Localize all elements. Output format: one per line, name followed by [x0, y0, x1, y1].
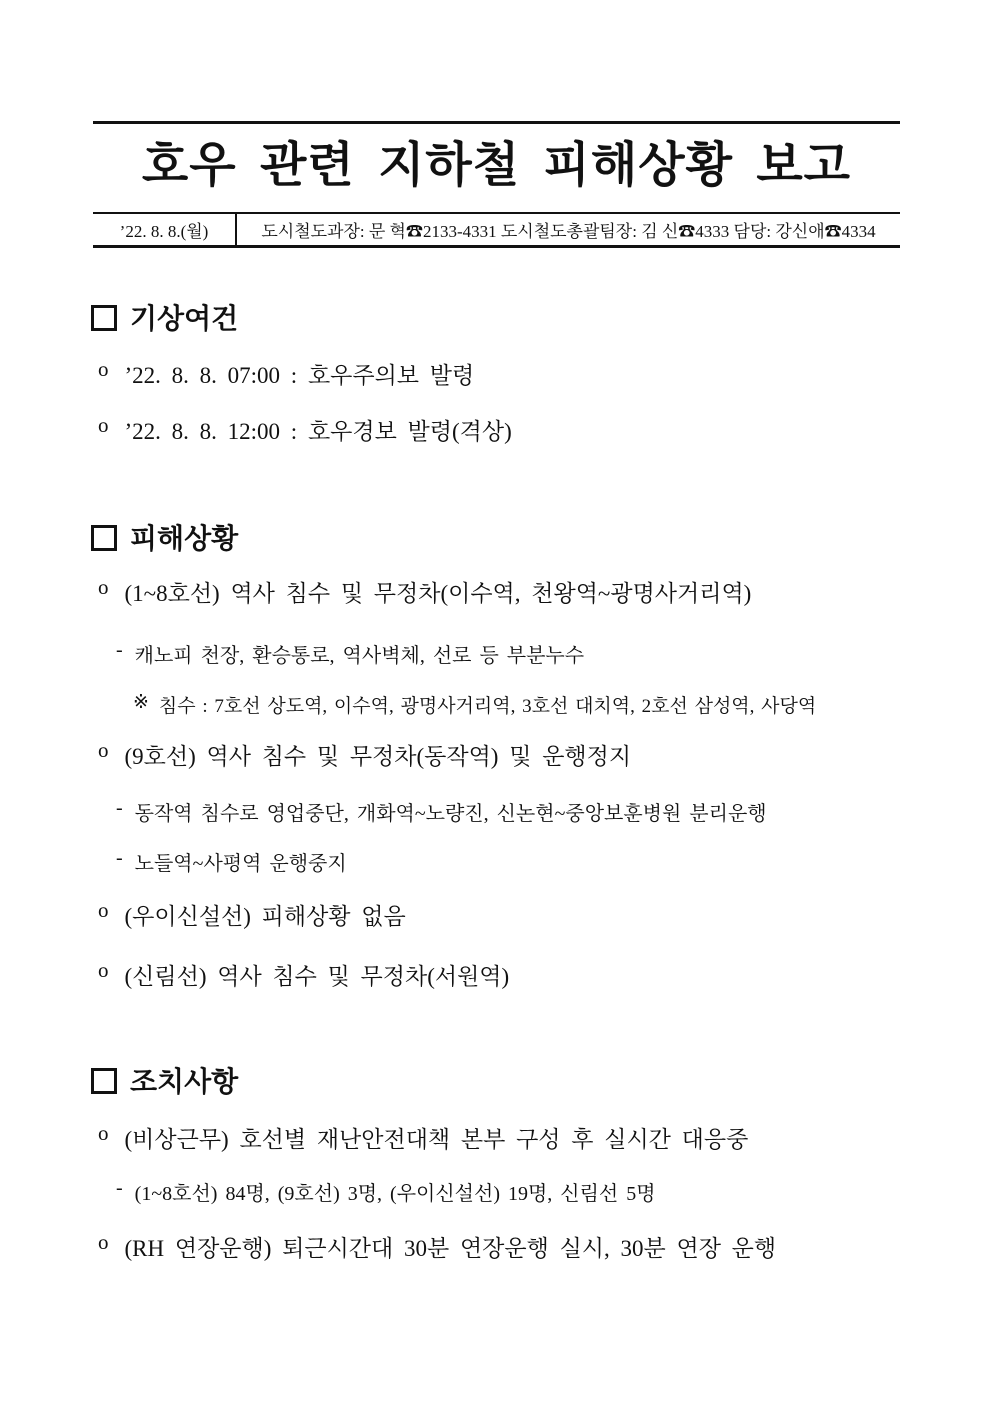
bullet-marker: o	[98, 413, 109, 437]
section-box-icon	[91, 1068, 117, 1094]
dash-marker: -	[116, 1177, 123, 1199]
bullet-marker: o	[98, 738, 109, 762]
list-item-text: 노들역~사평역 운행중지	[134, 853, 347, 875]
list-item-text: 침수 : 7호선 상도역, 이수역, 광명사거리역, 3호선 대치역, 2호선 삼성역, 사당역	[158, 696, 817, 717]
section-title: 기상여건	[130, 303, 239, 334]
section-title: 피해상황	[130, 523, 239, 554]
section-box-icon	[91, 525, 117, 551]
list-item	[98, 413, 512, 446]
bullet-marker: o	[98, 575, 109, 599]
section-title: 조치사항	[130, 1066, 239, 1097]
list-item	[116, 639, 584, 668]
list-item-text: ’22. 8. 8. 07:00 : 호우주의보 발령	[124, 363, 475, 388]
section-header-actions	[91, 1060, 238, 1100]
dash-marker: -	[116, 797, 123, 819]
bullet-marker: o	[98, 958, 109, 982]
section-box-icon	[91, 305, 117, 331]
list-item	[98, 357, 474, 390]
list-item-text: (1~8호선) 84명, (9호선) 3명, (우이신설선) 19명, 신림선 5명	[134, 1183, 656, 1205]
report-date: ’22. 8. 8.(월)	[93, 214, 237, 245]
list-item-text: (1~8호선) 역사 침수 및 무정차(이수역, 천왕역~광명사거리역)	[124, 581, 752, 606]
list-item-text: 동작역 침수로 영업중단, 개화역~노량진, 신논현~중앙보훈병원 분리운행	[134, 803, 767, 825]
section-header-weather	[91, 297, 238, 337]
list-item	[98, 1121, 748, 1154]
report-contacts: 도시철도과장: 문 혁☎2133-4331 도시철도총괄팀장: 김 신☎4333 담당: 강신애☎4334	[261, 222, 876, 241]
list-item-text: (RH 연장운행) 퇴근시간대 30분 연장운행 실시, 30분 연장 운행	[124, 1236, 777, 1261]
list-item-text: (비상근무) 호선별 재난안전대책 본부 구성 후 실시간 대응중	[124, 1127, 749, 1152]
list-item-text: (신림선) 역사 침수 및 무정차(서원역)	[124, 964, 510, 989]
list-item	[98, 1230, 776, 1263]
dash-marker: -	[116, 847, 123, 869]
bullet-marker: o	[98, 898, 109, 922]
dash-marker: -	[116, 639, 123, 661]
list-item	[98, 898, 406, 931]
list-item-text: 캐노피 천장, 환승통로, 역사벽체, 선로 등 부분누수	[134, 645, 585, 667]
list-item	[116, 847, 347, 876]
list-item	[98, 575, 751, 608]
report-header-table	[93, 212, 900, 248]
bullet-marker: o	[98, 357, 109, 381]
page-title: 호우 관련 지하철 피해상황 보고	[141, 139, 852, 192]
list-item	[116, 1177, 656, 1206]
list-item	[116, 797, 767, 826]
title-top-rule	[93, 121, 900, 124]
list-item-text: (9호선) 역사 침수 및 무정차(동작역) 및 운행정지	[124, 744, 632, 769]
section-header-damage	[91, 517, 238, 557]
list-item	[98, 738, 631, 771]
list-item-text: ’22. 8. 8. 12:00 : 호우경보 발령(격상)	[124, 419, 512, 444]
list-item-text: (우이신설선) 피해상황 없음	[124, 904, 406, 929]
bullet-marker: o	[98, 1121, 109, 1145]
bullet-marker: o	[98, 1230, 109, 1254]
reference-marker: ※	[133, 692, 149, 713]
list-item	[98, 958, 509, 991]
list-item	[133, 691, 816, 718]
